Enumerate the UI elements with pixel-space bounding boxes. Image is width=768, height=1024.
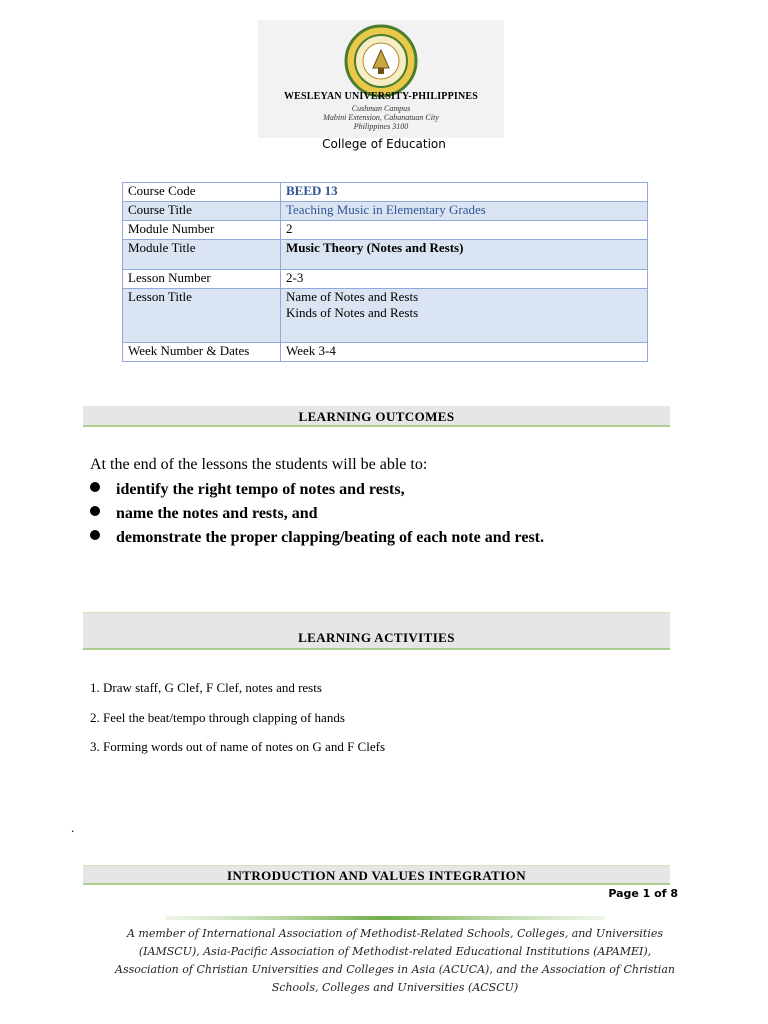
list-item <box>90 529 544 547</box>
stray-mark: . <box>71 820 75 835</box>
list-item <box>90 505 318 523</box>
lesson-title-value <box>281 289 648 343</box>
address-country: Philippines 3100 <box>353 122 409 131</box>
outcomes-intro: At the end of the lessons the students will be able to: <box>90 456 428 473</box>
university-seal-icon <box>344 24 418 98</box>
row-label: Module Title <box>123 240 281 270</box>
row-label: Lesson Title <box>123 289 281 343</box>
university-name: WESLEYAN UNIVERSITY-PHILIPPINES <box>283 91 479 102</box>
page-indicator: Page 1 of 8 <box>608 887 678 900</box>
row-label: Course Title <box>123 202 281 221</box>
week-value: Week 3-4 <box>281 343 648 362</box>
college-name: College of Education <box>322 137 446 151</box>
row-label: Module Number <box>123 221 281 240</box>
activity-item: 2. Feel the beat/tempo through clapping of hands <box>90 710 345 725</box>
campus-name: Cushman Campus <box>351 104 411 113</box>
footer-membership-text: A member of International Association of Methodist-Related Schools, Colleges, and Universities (IAMSCU), Asia-Pacific Association of Methodist-related Educational Institutions (APAMEI), Association of Christian Universities and Colleges in Asia (ACUCA), and the Association of Christian Schools, Colleges and Universities (ACSCU) <box>115 927 675 994</box>
module-number-value: 2 <box>281 221 648 240</box>
lesson-title-line-1: Name of Notes and Rests <box>286 289 419 304</box>
course-code-value: BEED 13 <box>281 183 648 202</box>
row-label: Week Number & Dates <box>123 343 281 362</box>
activity-item: 1. Draw staff, G Clef, F Clef, notes and rests <box>90 680 322 695</box>
section-heading-activities: LEARNING ACTIVITIES <box>83 612 670 650</box>
table-row <box>123 289 648 343</box>
course-title-value: Teaching Music in Elementary Grades <box>281 202 648 221</box>
footer-divider <box>165 915 605 921</box>
section-heading-outcomes: LEARNING OUTCOMES <box>83 406 670 427</box>
module-title-value: Music Theory (Notes and Rests) <box>281 240 648 270</box>
list-item <box>90 481 405 499</box>
address-street: Mabini Extension, Cabanatuan City <box>323 113 439 122</box>
bullet-icon <box>90 530 100 540</box>
row-label: Lesson Number <box>123 270 281 289</box>
row-label: Course Code <box>123 183 281 202</box>
bullet-icon <box>90 482 100 492</box>
table-row <box>123 221 648 240</box>
table-row <box>123 343 648 362</box>
table-row <box>123 240 648 270</box>
bullet-icon <box>90 506 100 516</box>
outcome-text: demonstrate the proper clapping/beating of each note and rest. <box>116 529 544 546</box>
outcome-text: identify the right tempo of notes and rests, <box>116 481 405 498</box>
course-info-table <box>122 182 648 362</box>
activity-item: 3. Forming words out of name of notes on G and F Clefs <box>90 739 386 754</box>
outcome-text: name the notes and rests, and <box>116 505 318 522</box>
table-row <box>123 183 648 202</box>
lesson-number-value: 2-3 <box>281 270 648 289</box>
table-row <box>123 202 648 221</box>
lesson-title-line-2: Kinds of Notes and Rests <box>286 305 419 320</box>
section-heading-intro: INTRODUCTION AND VALUES INTEGRATION <box>83 865 670 885</box>
table-row <box>123 270 648 289</box>
